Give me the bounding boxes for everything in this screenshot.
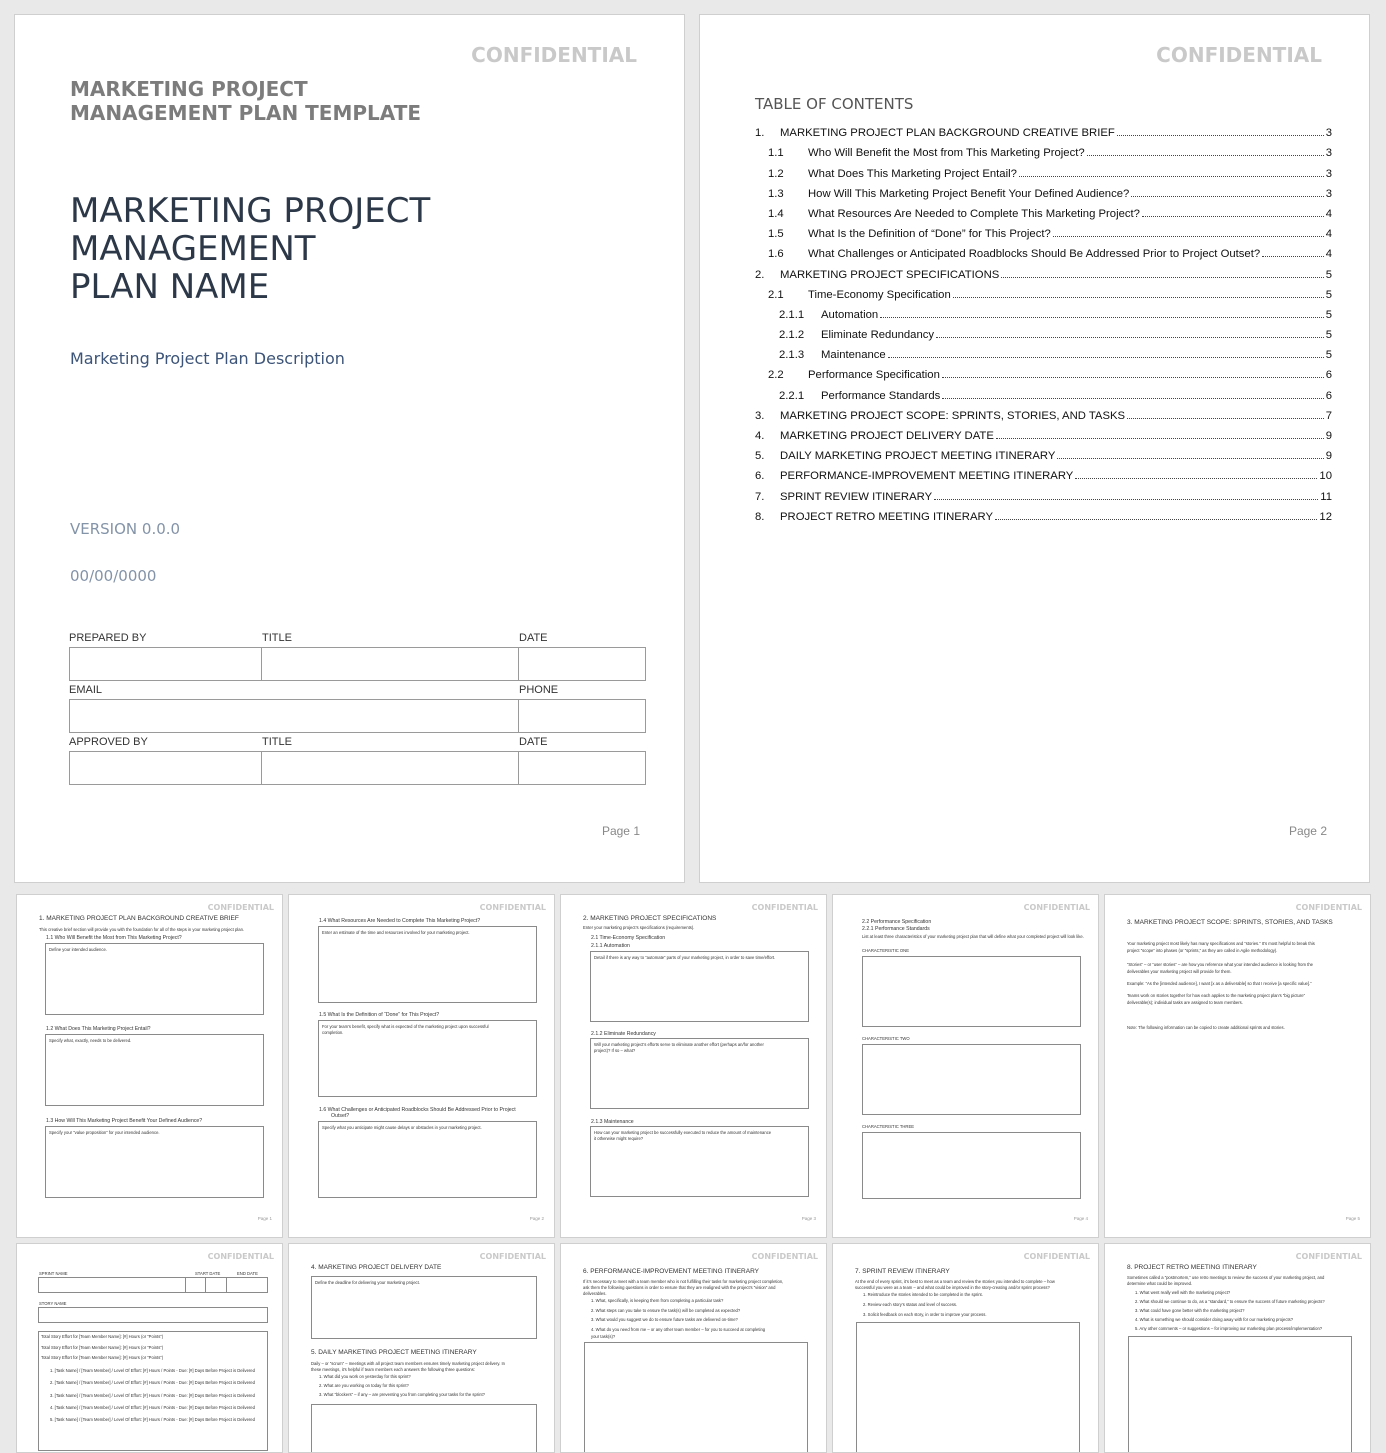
toc-entry-number: 1.2 xyxy=(768,167,784,180)
toc-leader-dots xyxy=(936,337,1324,338)
page-number: Page 1 xyxy=(257,1216,272,1221)
thumbnail-page-8[interactable] xyxy=(16,1243,283,1453)
toc-leader-dots xyxy=(1262,256,1324,257)
approved-by-block xyxy=(69,735,646,785)
list-item: 4. What is something we should consider doing away with for our marketing projects? xyxy=(1135,1317,1294,1322)
date-label: 00/00/0000 xyxy=(70,567,157,585)
list-item: 2. What are you working on today for this sprint? xyxy=(319,1383,409,1388)
thumbnail-page-3[interactable] xyxy=(16,894,283,1238)
list-item: your task(s)? xyxy=(591,1334,616,1339)
plan-name-line: MANAGEMENT xyxy=(70,229,316,269)
body-text: deliverables your marketing project will provide for them. xyxy=(1127,969,1232,974)
toc-entry[interactable] xyxy=(755,240,1332,260)
version-label: VERSION 0.0.0 xyxy=(70,520,181,538)
page-number: Page 2 xyxy=(529,1216,544,1221)
box-hint: Will your marketing project’s efforts serve to eliminate another effort (perhaps an/for another xyxy=(594,1042,764,1047)
box-hint: How can your marketing project be successfully executed to reduce the amount of maintenance xyxy=(594,1130,772,1135)
toc-entry-page: 12 xyxy=(1319,510,1332,523)
box-hint: Specify your “value proposition” for your intended audience. xyxy=(49,1130,160,1135)
subsection-heading: 1.5 What Is the Definition of “Done” for This Project? xyxy=(319,1012,440,1018)
subsection-heading: 2.1.2 Eliminate Redundancy xyxy=(591,1031,656,1037)
approved-by-label: APPROVED BY xyxy=(69,736,148,748)
body-text: deliverable(s); individual tasks are assigned to team members. xyxy=(1127,1000,1243,1005)
toc-entry[interactable] xyxy=(755,301,1332,321)
subsection-heading: 2.1 Time-Economy Specification xyxy=(591,935,666,941)
toc-entry-number: 2.1.1 xyxy=(779,308,805,321)
thumbnail-page-10[interactable] xyxy=(560,1243,827,1453)
confidential-label: CONFIDENTIAL xyxy=(207,903,274,912)
subsection-heading: 1.1 Who Will Benefit the Most from This Marketing Project? xyxy=(46,935,182,941)
subsection-heading: 2.2 Performance Specification xyxy=(862,919,932,925)
text-box xyxy=(590,1126,809,1197)
thumbnail-page-6[interactable] xyxy=(832,894,1099,1238)
body-text: project “scope” into phases (or “sprints,” as they are called in Agile methodology). xyxy=(1127,948,1278,953)
thumbnail-page-4[interactable] xyxy=(288,894,555,1238)
toc-leader-dots xyxy=(1019,176,1324,177)
date-field-label: DATE xyxy=(519,736,548,748)
list-item: 3. What “blockers” – if any – are preventing you from completing your tasks for the sprint? xyxy=(319,1392,485,1397)
toc-entry-page: 10 xyxy=(1319,470,1332,483)
toc-entry-text: DAILY MARKETING PROJECT MEETING ITINERARY xyxy=(780,450,1056,463)
toc-entry[interactable] xyxy=(755,402,1332,422)
toc-entry-number: 3. xyxy=(755,409,765,422)
table-of-contents xyxy=(755,119,1332,523)
box-hint: Specify what you anticipate might cause delays or obstacles in your marketing project. xyxy=(322,1125,482,1130)
confidential-label: CONFIDENTIAL xyxy=(751,1252,818,1261)
body-text: Teams work on stories together for how each applies to the marketing project plan’s “big picture” xyxy=(1127,993,1305,998)
toc-entry[interactable] xyxy=(755,281,1332,301)
toc-entry[interactable] xyxy=(755,381,1332,401)
text-box xyxy=(590,951,809,1022)
page-number: Page 3 xyxy=(801,1216,816,1221)
toc-entry-page: 4 xyxy=(1325,207,1332,220)
list-item: 4. [Task Name] / [Team Member] / Level Of Effort: [#] Hours / Points - Due: [#] Days Before Project is Delivered xyxy=(50,1404,255,1410)
toc-entry-number: 7. xyxy=(755,490,765,503)
toc-entry-text: MARKETING PROJECT DELIVERY DATE xyxy=(780,430,994,442)
title-label: TITLE xyxy=(262,736,292,748)
prepared-by-label: PREPARED BY xyxy=(69,632,147,644)
toc-entry-text: Performance Specification xyxy=(808,369,940,382)
body-text: successful you were as a team – and what could be improved in the story-creating and/or sprint process? xyxy=(855,1285,1050,1290)
page-number: Page 5 xyxy=(1345,1216,1360,1221)
list-item: 2. Review each story’s status and level of success. xyxy=(863,1302,958,1307)
section-heading: 7. SPRINT REVIEW ITINERARY xyxy=(855,1268,950,1275)
toc-entry-page: 4 xyxy=(1325,228,1332,241)
phone-label: PHONE xyxy=(519,684,559,696)
confidential-label: CONFIDENTIAL xyxy=(479,903,546,912)
phone-field[interactable] xyxy=(519,700,645,732)
item-list xyxy=(1135,1288,1325,1333)
toc-entry-text: What Challenges or Anticipated Roadblocks Should Be Addressed Prior to Project Outset? xyxy=(808,248,1261,261)
list-item: Total Story Effort for [Team Member Name]: [#] Hours (or “Points”) xyxy=(41,1355,164,1360)
story-name-label: STORY NAME xyxy=(39,1301,67,1306)
characteristic-label: CHARACTERISTIC THREE xyxy=(862,1124,915,1129)
body-text: Sometimes called a “postmortem,” use retro meetings to review the success of your marketing project, and xyxy=(1127,1275,1325,1280)
question-list xyxy=(319,1372,485,1399)
page-number: Page 4 xyxy=(1073,1216,1088,1221)
end-date-label: END DATE xyxy=(237,1271,258,1276)
toc-entry-page: 3 xyxy=(1325,127,1332,140)
body-text: If it’s necessary to meet with a team member who is not fulfilling their tasks for marketing project completion, xyxy=(583,1279,784,1284)
page-number: Page 1 xyxy=(601,824,640,838)
toc-entry-text: Automation xyxy=(821,308,879,321)
body-text: Note: The following information can be copied to create additional sprints and stories. xyxy=(1127,1025,1285,1030)
toc-entry-page: 6 xyxy=(1325,389,1332,402)
toc-entry[interactable] xyxy=(755,180,1332,200)
toc-entry-page: 3 xyxy=(1325,147,1332,160)
toc-entry-text: MARKETING PROJECT SCOPE: SPRINTS, STORIES, AND TASKS xyxy=(780,409,1126,422)
subsection-heading: 1.2 What Does This Marketing Project Entail? xyxy=(46,1026,151,1032)
text-box xyxy=(1128,1336,1352,1453)
text-box xyxy=(862,956,1081,1027)
thumbnail-page-12[interactable] xyxy=(1104,1243,1371,1453)
list-item: Total Story Effort for [Team Member Name]: [#] Hours (or “Points”) xyxy=(41,1334,164,1339)
subsection-heading: 1.4 What Resources Are Needed to Complete This Marketing Project? xyxy=(319,918,481,924)
toc-entry-number: 2.1.2 xyxy=(779,329,805,342)
toc-entry-text: MARKETING PROJECT SPECIFICATIONS xyxy=(780,268,1000,281)
list-item: 1. What, specifically, is keeping them from completing a particular task? xyxy=(591,1298,724,1303)
toc-entry[interactable] xyxy=(755,442,1332,462)
thumbnail-page-5[interactable] xyxy=(560,894,827,1238)
title-label: TITLE xyxy=(262,632,292,644)
intro-text: Enter your marketing project’s specifications (requirements). xyxy=(583,925,695,930)
email-field[interactable] xyxy=(70,700,519,732)
confidential-label: CONFIDENTIAL xyxy=(1156,43,1322,67)
toc-entry-number: 2. xyxy=(755,268,765,281)
toc-entry[interactable] xyxy=(755,321,1332,341)
prepared-by-field[interactable] xyxy=(70,648,262,680)
plan-name xyxy=(70,192,430,306)
prepared-by-block xyxy=(69,631,646,681)
toc-entry-page: 5 xyxy=(1325,268,1332,281)
date-field[interactable] xyxy=(519,752,645,784)
toc-leader-dots xyxy=(996,438,1324,439)
toc-leader-dots xyxy=(1127,418,1324,419)
section-heading: 1. MARKETING PROJECT PLAN BACKGROUND CREATIVE BRIEF xyxy=(39,915,239,922)
toc-entry-page: 3 xyxy=(1325,167,1332,180)
toc-entry-page: 9 xyxy=(1325,450,1332,463)
toc-leader-dots xyxy=(1057,458,1323,459)
text-box xyxy=(318,1020,537,1097)
story-name-field xyxy=(38,1307,268,1323)
text-box xyxy=(584,1342,808,1453)
thumbnail-page-7[interactable] xyxy=(1104,894,1371,1238)
tasks-list xyxy=(50,1365,255,1426)
toc-entry-number: 2.1.3 xyxy=(779,349,805,362)
toc-entry-page: 5 xyxy=(1325,349,1332,362)
box-hint: Define your intended audience. xyxy=(49,947,107,952)
plan-name-line: PLAN NAME xyxy=(70,267,270,307)
text-box xyxy=(45,1034,264,1106)
list-item: Total Story Effort for [Team Member Name]: [#] Hours (or “Points”) xyxy=(41,1344,164,1350)
body-text: these meetings, it’s helpful if team members each answers the following three questions: xyxy=(311,1367,476,1372)
toc-entry-text: What Does This Marketing Project Entail? xyxy=(808,167,1017,180)
toc-entry-number: 8. xyxy=(755,510,765,523)
email-block xyxy=(69,683,646,733)
box-hint: completion. xyxy=(322,1030,344,1035)
toc-entry[interactable] xyxy=(755,422,1332,442)
date-field-label: DATE xyxy=(519,632,548,644)
box-hint: For your team’s benefit, specify what is expected of the marketing project upon successful xyxy=(322,1024,489,1029)
confidential-label: CONFIDENTIAL xyxy=(751,903,818,912)
list-item: 3. Solicit feedback on each story, in order to improve your process. xyxy=(863,1312,987,1317)
toc-entry-text: SPRINT REVIEW ITINERARY xyxy=(780,490,933,503)
list-item: 2. [Task Name] / [Team Member] / Level Of Effort: [#] Hours / Points - Due: [#] Days Before Project is Delivered xyxy=(50,1380,255,1386)
list-item: 3. What could have gone better with the marketing project? xyxy=(1135,1308,1245,1313)
toc-leader-dots xyxy=(942,398,1323,399)
toc-leader-dots xyxy=(1087,155,1324,156)
toc-entry[interactable] xyxy=(755,341,1332,361)
date-field[interactable] xyxy=(519,648,645,680)
email-label: EMAIL xyxy=(69,684,103,696)
toc-entry-page: 5 xyxy=(1325,308,1332,321)
toc-leader-dots xyxy=(934,499,1318,500)
toc-entry[interactable] xyxy=(755,482,1332,502)
text-box xyxy=(45,943,264,1015)
toc-leader-dots xyxy=(1075,478,1317,479)
toc-entry-number: 1.3 xyxy=(768,187,784,200)
body-text: ask them the following questions in order to ensure that they are realigned with the project’s “vision” and xyxy=(583,1285,776,1290)
characteristic-label: CHARACTERISTIC TWO xyxy=(862,1036,910,1041)
toc-heading: TABLE OF CONTENTS xyxy=(755,95,914,113)
subsection-heading: 1.6 What Challenges or Anticipated Roadblocks Should Be Addressed Prior to Project xyxy=(319,1107,516,1113)
toc-entry[interactable] xyxy=(755,139,1332,159)
text-box xyxy=(318,1121,537,1198)
toc-entry-page: 5 xyxy=(1325,329,1332,342)
sprint-name-label: SPRINT NAME xyxy=(39,1271,68,1276)
toc-entry[interactable] xyxy=(755,361,1332,381)
template-title xyxy=(70,77,421,125)
intro-text: List at least three characteristics of your marketing project plan that will define what your completed project will look like. xyxy=(862,934,1084,939)
list-item: 1. Reintroduce the stories intended to be completed in the sprint. xyxy=(863,1292,983,1297)
box-hint: Define the deadline for delivering your marketing project. xyxy=(315,1280,420,1285)
title-field[interactable] xyxy=(262,752,519,784)
text-box xyxy=(318,926,537,1003)
section-heading: 6. PERFORMANCE-IMPROVEMENT MEETING ITINERARY xyxy=(583,1268,760,1275)
page-2 xyxy=(699,14,1370,883)
toc-entry-text: MARKETING PROJECT PLAN BACKGROUND CREATIVE BRIEF xyxy=(780,127,1115,140)
list-item: 5. [Task Name] / [Team Member] / Level Of Effort: [#] Hours / Points - Due: [#] Days Before Project is Delivered xyxy=(50,1417,255,1423)
body-text: Daily – or “scrum” – meetings with all project team members ensures timely marketing project delivery. In xyxy=(311,1361,506,1366)
plan-name-line: MARKETING PROJECT xyxy=(70,191,431,231)
list-item: 4. What do you need from me – or any other team member – for you to succeed at completing xyxy=(591,1326,766,1332)
toc-entry[interactable] xyxy=(755,200,1332,220)
body-text: Your marketing project most likely has many specifications and “stories.” It’s most helpful to break this xyxy=(1127,941,1315,946)
text-box xyxy=(311,1276,537,1339)
text-box xyxy=(856,1322,1080,1453)
section-heading: 3. MARKETING PROJECT SCOPE: SPRINTS, STORIES, AND TASKS xyxy=(1127,919,1333,926)
toc-entry-text: Maintenance xyxy=(821,349,886,362)
title-field[interactable] xyxy=(262,648,519,680)
toc-entry-text: Time-Economy Specification xyxy=(808,288,951,301)
thumbnail-page-9[interactable] xyxy=(288,1243,555,1453)
toc-entry-number: 5. xyxy=(755,450,765,463)
approved-by-field[interactable] xyxy=(70,752,262,784)
toc-entry-text: Eliminate Redundancy xyxy=(821,329,935,342)
confidential-label: CONFIDENTIAL xyxy=(1295,1252,1362,1261)
toc-entry-text: How Will This Marketing Project Benefit Your Defined Audience? xyxy=(808,187,1130,200)
toc-entry[interactable] xyxy=(755,462,1332,482)
thumbnail-page-11[interactable] xyxy=(832,1243,1099,1453)
toc-entry-page: 3 xyxy=(1325,187,1332,200)
toc-entry-text: Who Will Benefit the Most from This Marketing Project? xyxy=(808,147,1085,160)
confidential-label: CONFIDENTIAL xyxy=(207,1252,274,1261)
question-list xyxy=(591,1296,765,1339)
subsection-heading: 1.3 How Will This Marketing Project Benefit Your Defined Audience? xyxy=(46,1118,203,1124)
toc-entry[interactable] xyxy=(755,119,1332,139)
toc-entry-number: 1.5 xyxy=(768,228,784,241)
section-heading: 4. MARKETING PROJECT DELIVERY DATE xyxy=(311,1264,442,1271)
section-heading: 5. DAILY MARKETING PROJECT MEETING ITINERARY xyxy=(311,1349,477,1356)
toc-leader-dots xyxy=(995,519,1317,520)
box-hint: Specify what, exactly, needs to be delivered. xyxy=(49,1038,132,1043)
toc-leader-dots xyxy=(880,317,1324,318)
toc-leader-dots xyxy=(1001,277,1323,278)
toc-entry-page: 11 xyxy=(1320,490,1332,503)
start-date-label: START DATE xyxy=(195,1271,221,1276)
toc-entry-number: 1.4 xyxy=(768,207,784,220)
list-item: 1. What did you work on yesterday for this sprint? xyxy=(319,1374,411,1379)
list-item: 5. Any other comments – or suggestions – for improving our marketing plan process/implementation? xyxy=(1135,1326,1323,1331)
list-item: 2. What should we continue to do, as a “standard,” to ensure the success of future marketing projects? xyxy=(1135,1299,1325,1304)
list-item: 3. What would you suggest we do to ensure future tasks are delivered on-time? xyxy=(591,1317,738,1322)
toc-entry-number: 2.1 xyxy=(768,288,784,301)
list-item: 1. [Task Name] / [Team Member] / Level Of Effort: [#] Hours / Points - Due: [#] Days Before Project is Delivered xyxy=(50,1368,255,1373)
text-box xyxy=(590,1038,809,1109)
toc-leader-dots xyxy=(1117,135,1324,136)
box-hint: project)? If so – what? xyxy=(594,1048,636,1053)
toc-entry-text: PROJECT RETRO MEETING ITINERARY xyxy=(780,510,993,523)
toc-entry[interactable] xyxy=(755,159,1332,179)
body-text: Example: “As the [intended audience], I want [x as a deliverable] so that I receive [a specific value].” xyxy=(1127,981,1312,986)
toc-entry-text: Performance Standards xyxy=(821,389,941,402)
toc-entry-page: 4 xyxy=(1325,248,1332,261)
toc-leader-dots xyxy=(1053,236,1324,237)
toc-entry-text: PERFORMANCE-IMPROVEMENT MEETING ITINERARY xyxy=(780,470,1074,483)
confidential-label: CONFIDENTIAL xyxy=(1295,903,1362,912)
list-item: 3. [Task Name] / [Team Member] / Level Of Effort: [#] Hours / Points - Due: [#] Days Before Project is Delivered xyxy=(50,1392,255,1398)
section-heading: 2. MARKETING PROJECT SPECIFICATIONS xyxy=(583,915,717,922)
plan-description: Marketing Project Plan Description xyxy=(70,349,345,368)
confidential-label: CONFIDENTIAL xyxy=(1023,1252,1090,1261)
toc-entry-number: 2.2 xyxy=(768,369,784,382)
body-text: deliverables. xyxy=(583,1291,607,1296)
totals-list xyxy=(41,1332,163,1364)
confidential-label: CONFIDENTIAL xyxy=(1023,903,1090,912)
toc-entry[interactable] xyxy=(755,220,1332,240)
subsection-heading: 2.2.1 Performance Standards xyxy=(862,926,930,932)
toc-leader-dots xyxy=(1142,216,1324,217)
list-item: 1. What went really well with the marketing project? xyxy=(1135,1290,1231,1295)
end-date-field xyxy=(226,1277,268,1293)
toc-entry-number: 4. xyxy=(755,430,765,442)
body-text: At the end of every sprint, it’s best to meet as a team and review the stories you intended to complete – how xyxy=(855,1279,1055,1284)
toc-entry[interactable] xyxy=(755,503,1332,523)
template-title-line: MARKETING PROJECT xyxy=(70,77,308,101)
confidential-label: CONFIDENTIAL xyxy=(479,1252,546,1261)
section-heading: 8. PROJECT RETRO MEETING ITINERARY xyxy=(1127,1264,1257,1271)
characteristic-label: CHARACTERISTIC ONE xyxy=(862,948,909,953)
toc-entry[interactable] xyxy=(755,260,1332,280)
toc-leader-dots xyxy=(953,297,1324,298)
template-title-line: MANAGEMENT PLAN TEMPLATE xyxy=(70,101,422,125)
intro-text: This creative brief section will provide you with the foundation for all of the steps in your marketing project plan. xyxy=(39,927,245,932)
toc-entry-number: 1.1 xyxy=(768,147,784,160)
start-date-field xyxy=(185,1277,227,1293)
text-box xyxy=(311,1404,537,1453)
box-hint: Detail if there is any way to “automate” parts of your marketing project, in order to save time/effort. xyxy=(594,955,776,960)
toc-entry-page: 5 xyxy=(1325,288,1332,301)
page-number: Page 2 xyxy=(1288,824,1327,838)
toc-entry-page: 7 xyxy=(1325,409,1332,422)
confidential-label: CONFIDENTIAL xyxy=(471,43,637,67)
box-hint: Enter an estimate of the time and resources involved for your marketing project. xyxy=(322,930,470,935)
list-item: 2. What steps can you take to ensure the task(s) will be completed as expected? xyxy=(591,1307,741,1313)
page-1 xyxy=(14,14,685,883)
body-text: “Stories” – or “user stories” – are how you reference what your intended audience is looking from the xyxy=(1127,962,1313,967)
toc-entry-text: What Resources Are Needed to Complete This Marketing Project? xyxy=(808,207,1140,220)
text-box xyxy=(45,1126,264,1198)
item-list xyxy=(863,1290,987,1320)
toc-leader-dots xyxy=(942,377,1324,378)
body-text: determine what could be improved. xyxy=(1127,1281,1193,1286)
box-hint: it otherwise might require? xyxy=(594,1136,644,1141)
toc-entry-number: 1.6 xyxy=(768,248,784,261)
toc-entry-number: 1. xyxy=(755,127,765,140)
toc-entry-page: 6 xyxy=(1325,369,1332,382)
toc-entry-number: 6. xyxy=(755,470,765,483)
toc-entry-text: What Is the Definition of “Done” for This Project? xyxy=(808,228,1051,241)
toc-leader-dots xyxy=(1131,196,1323,197)
toc-leader-dots xyxy=(888,357,1324,358)
text-box xyxy=(862,1132,1081,1199)
text-box xyxy=(862,1044,1081,1115)
subsection-heading: 2.1.1 Automation xyxy=(591,943,630,949)
subsection-heading: 2.1.3 Maintenance xyxy=(591,1119,634,1125)
subsection-heading-cont: Outset? xyxy=(331,1113,350,1119)
toc-entry-page: 9 xyxy=(1325,430,1332,442)
toc-entry-number: 2.2.1 xyxy=(779,389,805,402)
sprint-name-field xyxy=(38,1277,206,1293)
